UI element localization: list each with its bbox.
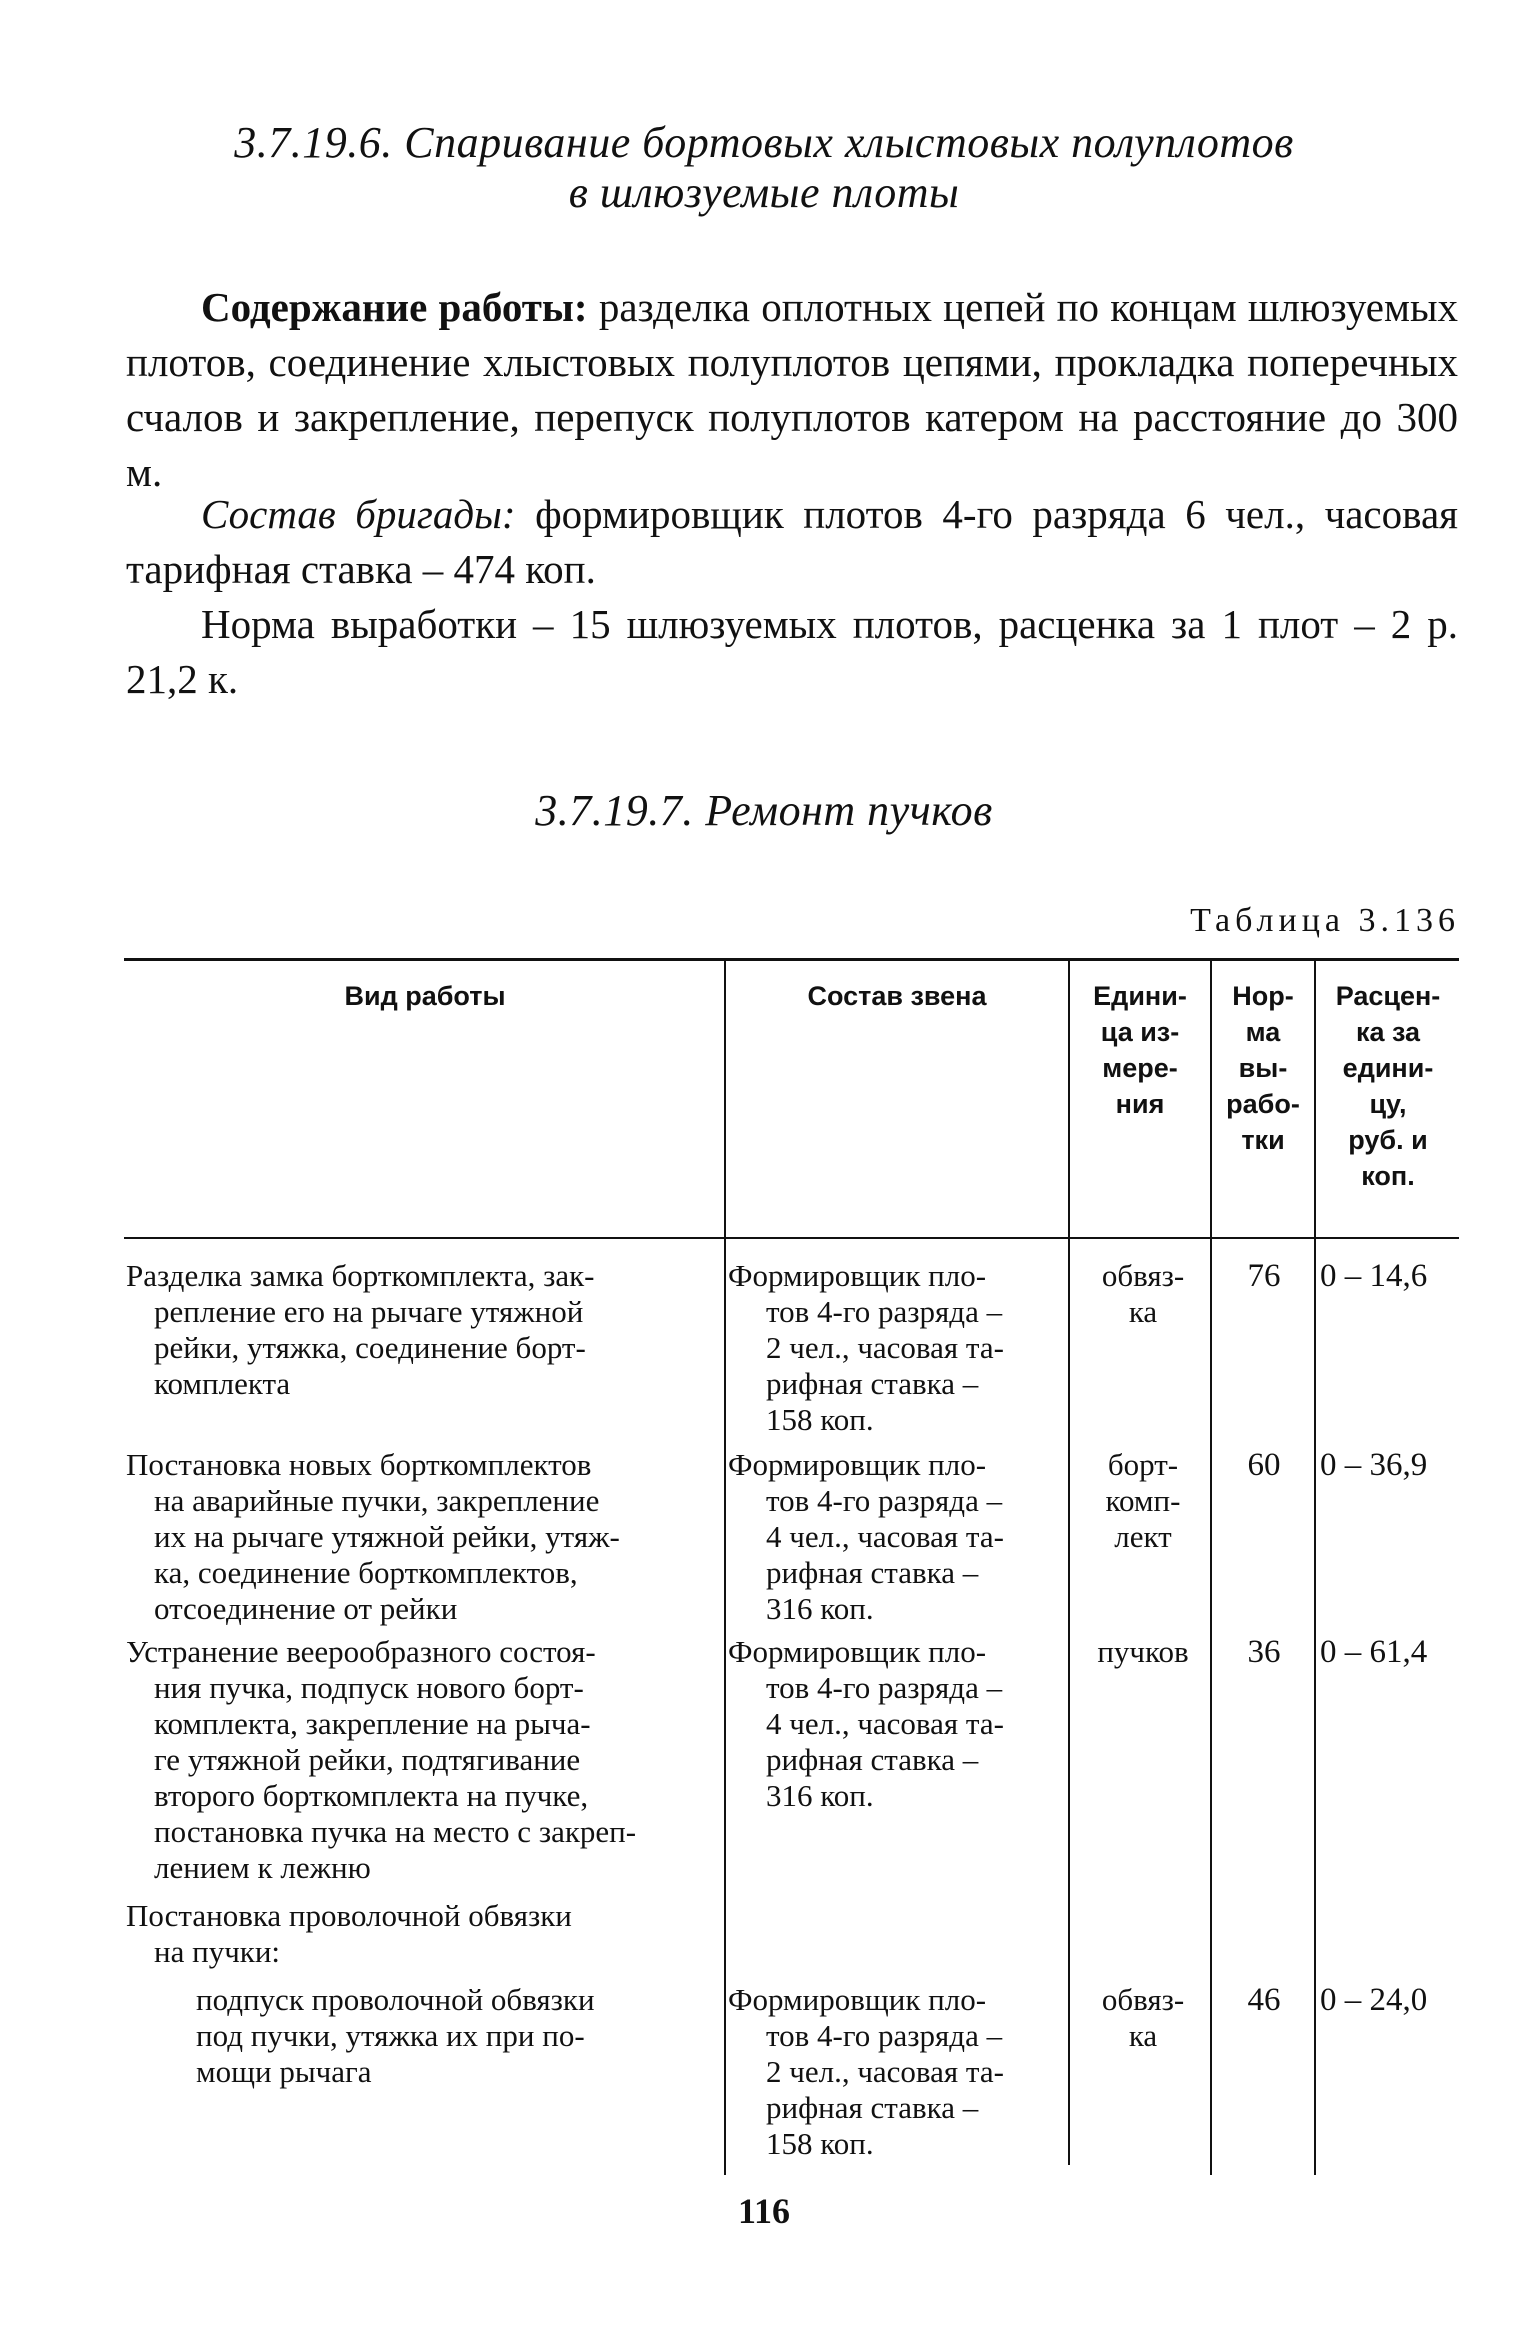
cell-line: 4 чел., часовая та- — [766, 1706, 1004, 1741]
header-text: Нор- — [1232, 981, 1294, 1011]
row-1-unit — [1068, 1258, 1218, 1330]
cell-line: комп- — [1105, 1483, 1181, 1518]
header-text: коп. — [1361, 1161, 1415, 1191]
header-text: ца из- — [1100, 1017, 1180, 1047]
cell-line: их на рычаге утяжной рейки, утяж- — [154, 1519, 620, 1554]
page-number: 116 — [737, 2191, 790, 2231]
cell-line: Постановка новых борткомплектов — [126, 1447, 592, 1482]
cell-line: 316 коп. — [766, 1778, 874, 1813]
cell-line: подпуск проволочной обвязки — [196, 1982, 595, 2017]
row-1-crew — [728, 1258, 1048, 1438]
header-text: ка за — [1355, 1017, 1421, 1047]
cell-line: Устранение веерообразного состоя- — [126, 1634, 596, 1669]
section-title-repair: 3.7.19.7. Ремонт пучков — [535, 786, 993, 835]
cell-line: 2 чел., часовая та- — [766, 1330, 1004, 1365]
cell-line: тов 4-го разряда – — [766, 2018, 1003, 2053]
row-5-norm: 46 — [1247, 1982, 1281, 2018]
table-top-rule — [124, 958, 1459, 961]
row-5-unit — [1068, 1982, 1218, 2054]
row-2-crew — [728, 1447, 1048, 1627]
row-3-norm: 36 — [1247, 1634, 1281, 1670]
work-content-paragraph — [126, 280, 1458, 500]
cell-line: рифная ставка – — [766, 1555, 979, 1590]
cell-line: Формировщик пло- — [728, 1258, 987, 1293]
header-norm — [1212, 978, 1314, 1158]
cell-line: 2 чел., часовая та- — [766, 2054, 1004, 2089]
section-title-coupling — [0, 118, 1528, 218]
brigade-label: Состав бригады: — [201, 491, 516, 537]
row-3-work — [126, 1634, 726, 1886]
header-text: рабо- — [1226, 1089, 1300, 1119]
cell-line: ка — [1128, 1294, 1158, 1329]
header-text: едини- — [1342, 1053, 1434, 1083]
cell-line: борт- — [1107, 1447, 1179, 1482]
cell-line: ге утяжной рейки, подтягивание — [154, 1742, 581, 1777]
table-caption: Таблица 3.136 — [1190, 902, 1460, 939]
cell-line: обвяз- — [1101, 1258, 1185, 1293]
header-text: руб. и — [1348, 1125, 1428, 1155]
cell-line: 316 коп. — [766, 1591, 874, 1626]
row-4-work-heading — [126, 1898, 726, 1970]
row-2-work — [126, 1447, 726, 1627]
cell-line: рейки, утяжка, соединение борт- — [154, 1330, 586, 1365]
row-2-unit — [1068, 1447, 1218, 1555]
cell-line: лением к лежню — [154, 1850, 371, 1885]
cell-line: ния пучка, подпуск нового борт- — [154, 1670, 584, 1705]
brigade-paragraph — [126, 487, 1458, 597]
header-text: тки — [1241, 1125, 1285, 1155]
cell-line: Разделка замка борткомплекта, зак- — [126, 1258, 595, 1293]
cell-line: постановка пучка на место с закреп- — [154, 1814, 637, 1849]
title-line: в шлюзуемые плоты — [568, 168, 960, 217]
header-text: Расцен- — [1335, 981, 1441, 1011]
header-text: ма — [1245, 1017, 1281, 1047]
cell-line: под пучки, утяжка их при по- — [196, 2018, 585, 2053]
row-5-crew — [728, 1982, 1048, 2162]
cell-line: обвяз- — [1101, 1982, 1185, 2017]
content-label: Содержание работы: — [201, 284, 588, 330]
row-5-work — [196, 1982, 736, 2090]
row-3-unit — [1068, 1634, 1218, 1670]
header-text: мере- — [1102, 1053, 1178, 1083]
cell-line: комплекта — [154, 1366, 291, 1401]
cell-line: 158 коп. — [766, 1402, 874, 1437]
row-3-price: 0 – 61,4 — [1320, 1634, 1428, 1670]
cell-line: на пучки: — [154, 1934, 281, 1969]
cell-line: рифная ставка – — [766, 1742, 979, 1777]
row-1-price: 0 – 14,6 — [1320, 1258, 1428, 1294]
header-text: Едини- — [1093, 981, 1187, 1011]
cell-line: тов 4-го разряда – — [766, 1670, 1003, 1705]
table-header-rule — [124, 1237, 1459, 1239]
cell-line: Формировщик пло- — [728, 1982, 987, 2017]
header-text: цу, — [1369, 1089, 1407, 1119]
cell-line: ка, соединение борткомплектов, — [154, 1555, 578, 1590]
header-text: вы- — [1238, 1053, 1288, 1083]
row-2-norm: 60 — [1247, 1447, 1281, 1483]
header-work — [126, 978, 724, 1014]
cell-line: отсоединение от рейки — [154, 1591, 458, 1626]
header-price — [1316, 978, 1460, 1194]
title-line: 3.7.19.6. Спаривание бортовых хлыстовых полуплотов — [234, 118, 1294, 167]
cell-line: Постановка проволочной обвязки — [126, 1898, 572, 1933]
header-text: Состав звена — [807, 981, 987, 1011]
cell-line: лект — [1114, 1519, 1172, 1554]
cell-line: комплекта, закрепление на рыча- — [154, 1706, 591, 1741]
cell-line: на аварийные пучки, закрепление — [154, 1483, 600, 1518]
content-text: разделка оплотных цепей по концам шлюзуемых плотов, соединение хлыстовых полуплотов цепями, прокладка поперечных счалов и закрепление, перепуск полуплотов катером на расстояние до 300 м. — [126, 284, 1458, 495]
row-2-price: 0 – 36,9 — [1320, 1447, 1428, 1483]
cell-line: пучков — [1097, 1634, 1189, 1669]
brigade-text: формировщик плотов 4-го разряда 6 чел., часовая тарифная ставка – 474 коп. — [126, 491, 1459, 592]
cell-line: 4 чел., часовая та- — [766, 1519, 1004, 1554]
row-1-work — [126, 1258, 726, 1402]
cell-line: ка — [1128, 2018, 1158, 2053]
cell-line: тов 4-го разряда – — [766, 1483, 1003, 1518]
cell-line: второго борткомплекта на пучке, — [154, 1778, 589, 1813]
cell-line: рифная ставка – — [766, 1366, 979, 1401]
row-5-price: 0 – 24,0 — [1320, 1982, 1428, 2018]
header-unit — [1070, 978, 1210, 1122]
header-text: Вид работы — [344, 981, 506, 1011]
cell-line: репление его на рычаге утяжной — [154, 1294, 584, 1329]
cell-line: мощи рычага — [196, 2054, 372, 2089]
row-3-crew — [728, 1634, 1048, 1814]
cell-line: тов 4-го разряда – — [766, 1294, 1003, 1329]
cell-line: Формировщик пло- — [728, 1634, 987, 1669]
norm-paragraph — [126, 597, 1458, 707]
norm-text: Норма выработки – 15 шлюзуемых плотов, расценка за 1 плот – 2 р. 21,2 к. — [126, 601, 1458, 702]
header-crew — [726, 978, 1068, 1014]
cell-line: рифная ставка – — [766, 2090, 979, 2125]
cell-line: Формировщик пло- — [728, 1447, 987, 1482]
header-text: ния — [1115, 1089, 1165, 1119]
cell-line: 158 коп. — [766, 2126, 874, 2161]
row-1-norm: 76 — [1247, 1258, 1281, 1294]
